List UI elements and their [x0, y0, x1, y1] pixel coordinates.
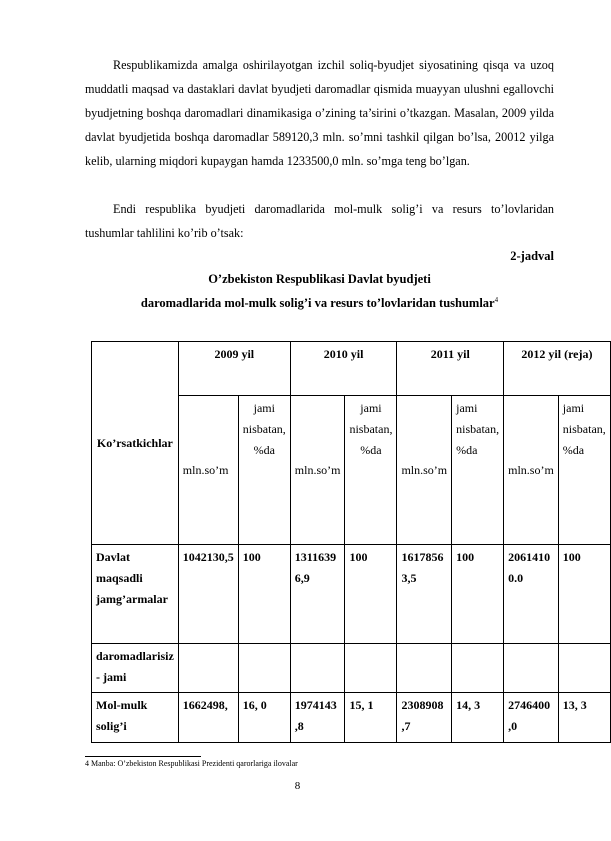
- unit-mln: mln.so’m: [290, 396, 345, 545]
- footnote-ref: 4: [494, 296, 499, 304]
- cell: [238, 644, 290, 693]
- paragraph-2: Endi respublika byudjeti daromadlarida mol-mulk solig’i va resurs to’lovlaridan tushumlar tahlilini ko’rib o’tsak:: [85, 202, 554, 240]
- cell: 2061410 0.0: [504, 545, 559, 644]
- cell: [397, 644, 452, 693]
- cell: 13, 3: [558, 693, 610, 743]
- table-title-line1: O’zbekiston Respublikasi Davlat byudjeti: [208, 272, 431, 286]
- year-2011: 2011 yil: [397, 342, 504, 396]
- year-2010: 2010 yil: [290, 342, 397, 396]
- year-2012: 2012 yil (reja): [504, 342, 611, 396]
- cell: 1662498,: [178, 693, 238, 743]
- unit-mln: mln.so’m: [504, 396, 559, 545]
- row-label: Mol-mulk solig’i: [92, 693, 179, 743]
- unit-share: jami nisbatan, %da: [238, 396, 290, 545]
- table-label: 2-jadval: [510, 249, 554, 263]
- row-header-cell: Ko’rsatkichlar: [92, 342, 179, 545]
- table-row: [92, 545, 611, 644]
- unit-share: jami nisbatan, %da: [452, 396, 504, 545]
- footnote: 4 Manba: O’zbekiston Respublikasi Prezidenti qarorlariga ilovalar: [85, 759, 298, 768]
- row-label: daromadlarisiz - jami: [92, 644, 179, 693]
- cell: [290, 644, 345, 693]
- unit-share: jami nisbatan, %da: [558, 396, 610, 545]
- cell: 2746400 ,0: [504, 693, 559, 743]
- year-2009: 2009 yil: [178, 342, 290, 396]
- cell: [558, 644, 610, 693]
- cell: [345, 644, 397, 693]
- cell: [504, 644, 559, 693]
- table-row: [92, 693, 611, 743]
- revenue-table: [91, 341, 611, 743]
- cell: 16, 0: [238, 693, 290, 743]
- cell: 1974143 ,8: [290, 693, 345, 743]
- row-label: Davlat maqsadli jamg’armalar: [92, 545, 179, 644]
- unit-share: jami nisbatan, %da: [345, 396, 397, 545]
- cell: 14, 3: [452, 693, 504, 743]
- table-title-line2: daromadlarida mol-mulk solig’i va resurs to’lovlaridan tushumlar$^4$: [140, 296, 499, 311]
- cell: 1311639 6,9: [290, 545, 345, 644]
- unit-mln: mln.so’m: [397, 396, 452, 545]
- footnote-divider: [85, 756, 201, 757]
- table-row: [92, 644, 611, 693]
- unit-mln: mln.so’m: [178, 396, 238, 545]
- page-number: 8: [294, 780, 301, 792]
- cell: 100: [452, 545, 504, 644]
- cell: 15, 1: [345, 693, 397, 743]
- cell: 100: [238, 545, 290, 644]
- cell: 2308908 ,7: [397, 693, 452, 743]
- cell: 100: [558, 545, 610, 644]
- cell: [452, 644, 504, 693]
- cell: 100: [345, 545, 397, 644]
- cell: 1042130,5: [178, 545, 238, 644]
- cell: 1617856 3,5: [397, 545, 452, 644]
- paragraph-1: Respublikamizda amalga oshirilayotgan izchil soliq-byudjet siyosatining qisqa va uzoq muddatli maqsad va dastaklari davlat byudjeti daromadlar qismida muayyan ulushni egallovchi byudjetning boshqa daromadlari dinamikasiga o’zining ta’sirini o’tkazgan. Masalan, 2009 yilda davlat byudjetida boshqa daromadlar 589120,3 mln. so’mni tashkil qilgan bo’lsa, 20012 yilga kelib, ularning miqdori kupaygan hamda 1233500,0 mln. so’mga teng bo’lgan.: [85, 58, 554, 168]
- cell: [178, 644, 238, 693]
